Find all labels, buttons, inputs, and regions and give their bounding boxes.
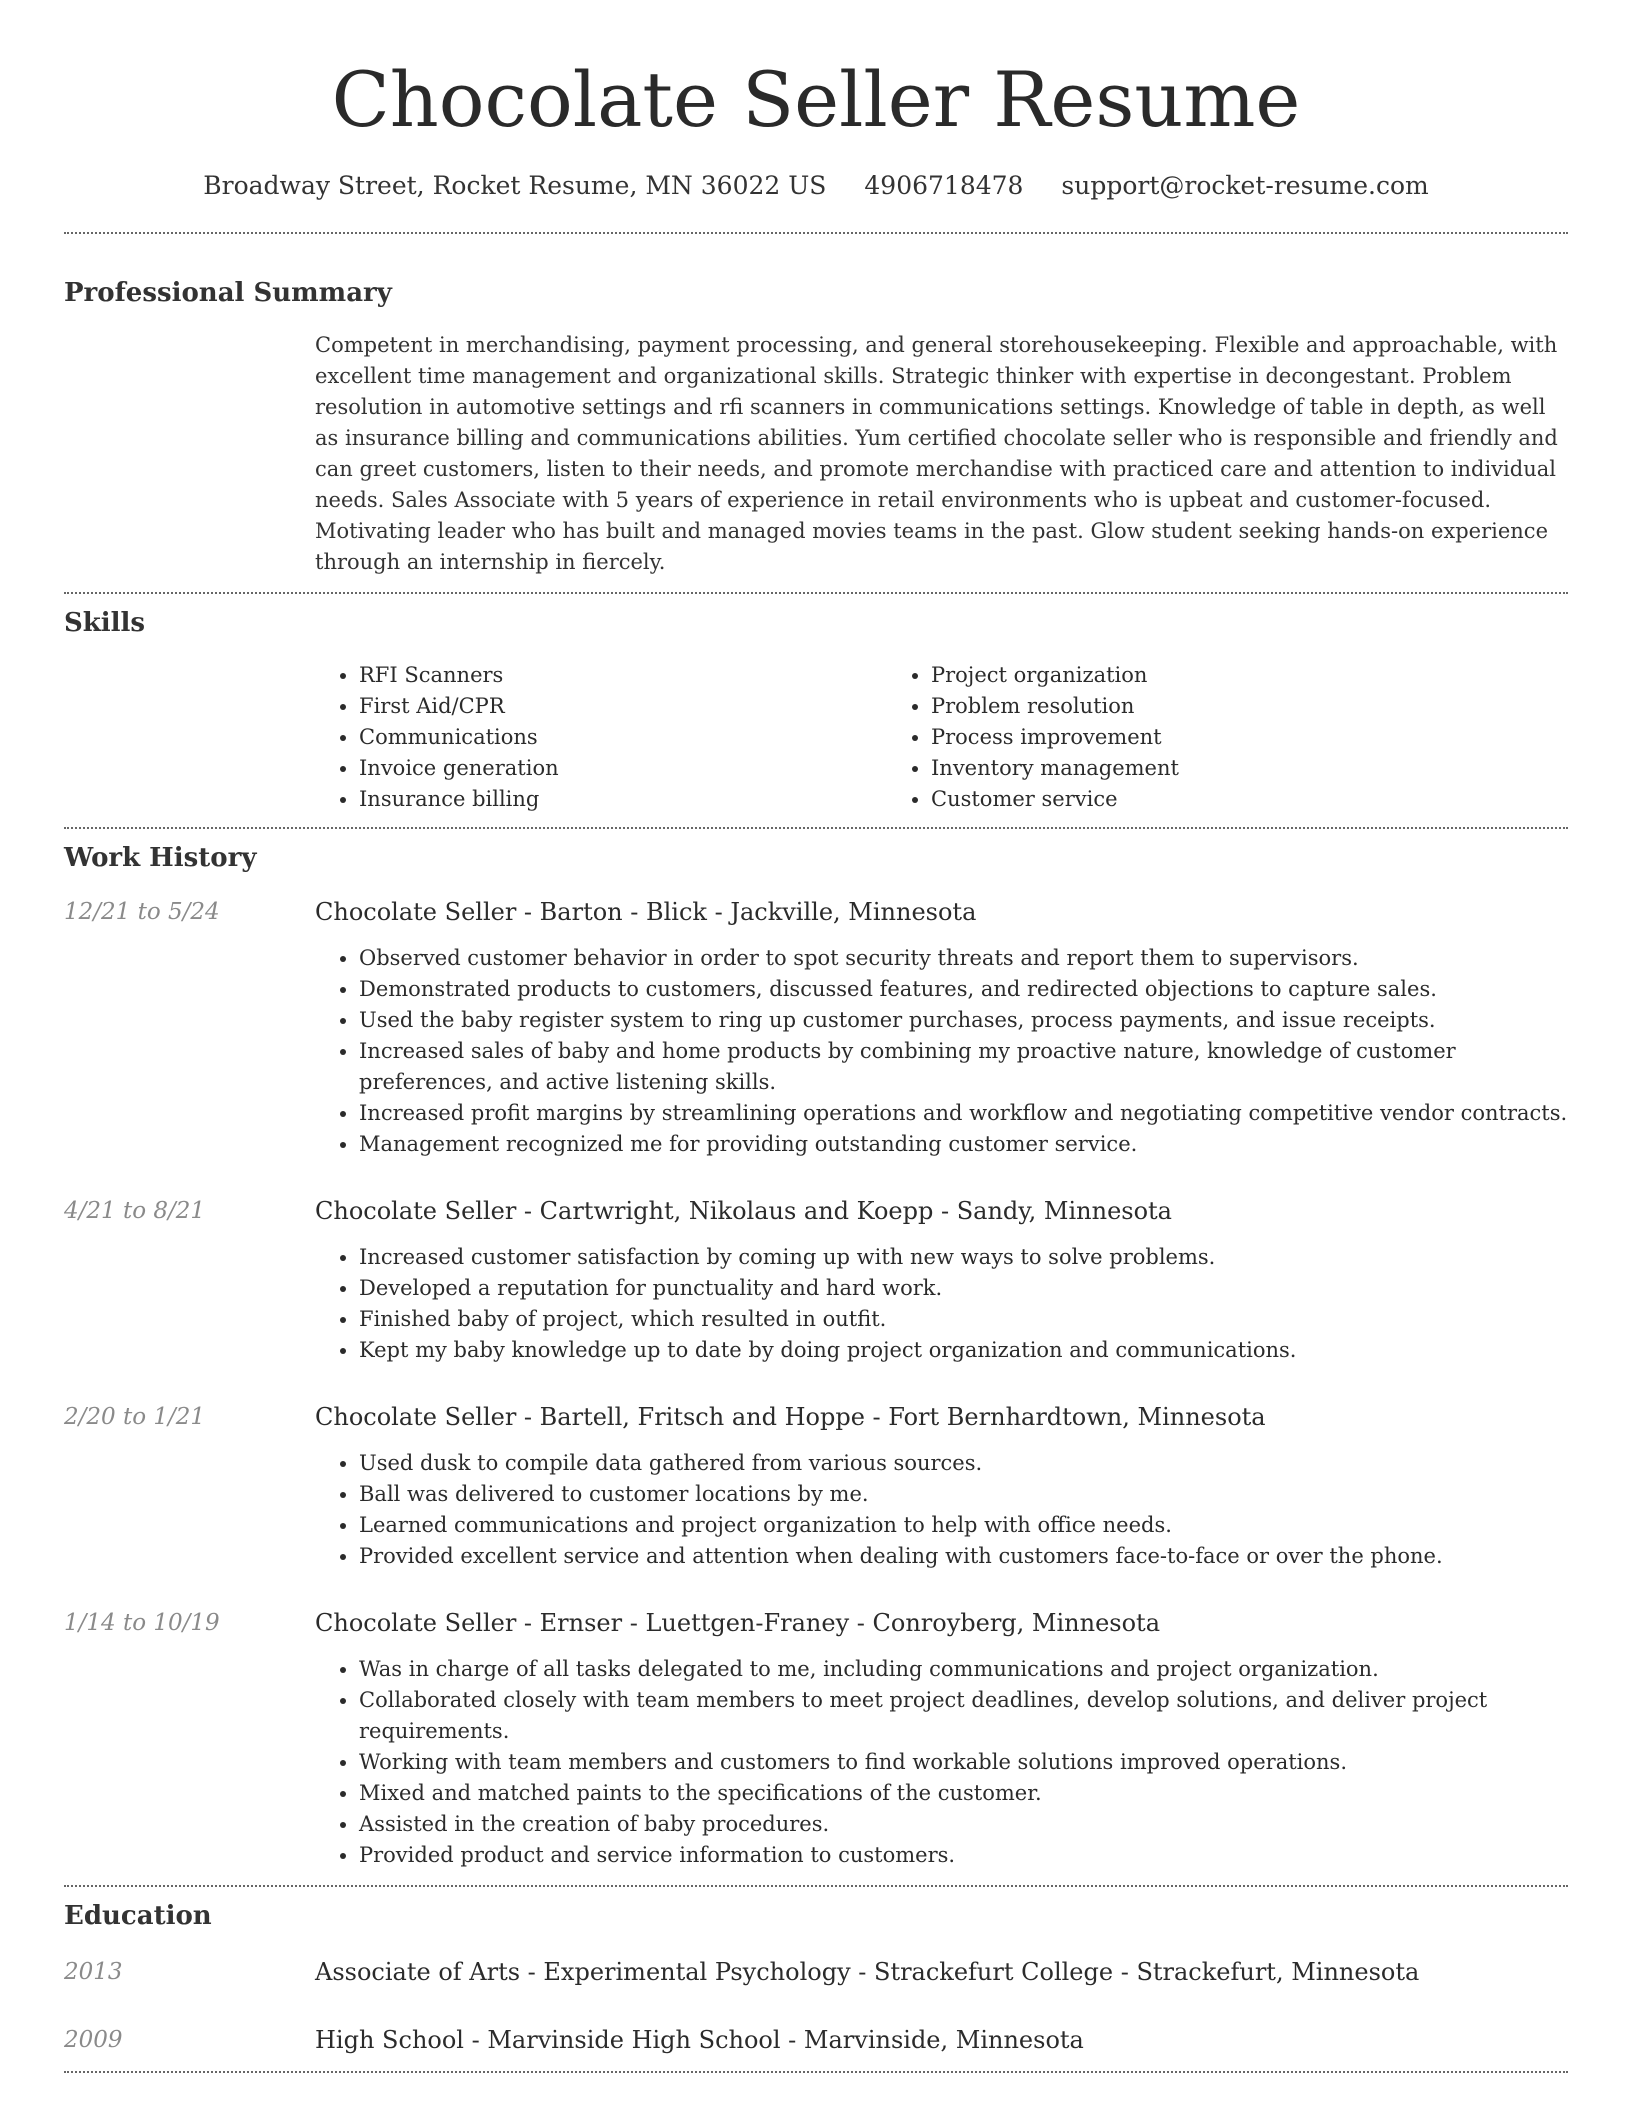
job-bullets [315,1242,1568,1366]
skill-item: • Inventory management [931,753,1567,784]
job-bullet: • Increased profit margins by streamlining operations and workflow and negotiating competitive vendor contracts. [359,1098,1568,1129]
skill-item: • Process improvement [931,722,1567,753]
education-heading: High School - Marvinside High School - Marvinside, Minnesota [315,2026,1084,2054]
job-bullet: • Demonstrated products to customers, discussed features, and redirected objections to capture sales. [359,974,1568,1005]
skills-column-right [887,660,1567,815]
job-heading: Chocolate Seller - Ernser - Luettgen-Franey - Conroyberg, Minnesota [315,1609,1161,1637]
skills-list [315,660,1568,815]
job-heading: Chocolate Seller - Barton - Blick - Jackville, Minnesota [315,898,977,926]
section-divider [64,1885,1568,1887]
education-entry [64,2023,1568,2057]
section-divider [64,827,1568,829]
education-entry [64,1955,1568,1989]
job-heading: Chocolate Seller - Bartell, Fritsch and Hoppe - Fort Bernhardtown, Minnesota [315,1403,1266,1431]
job-bullet: • Developed a reputation for punctuality and hard work. [359,1273,1568,1304]
skills-column-left [315,660,887,815]
job-content [315,895,1568,1160]
work-history-section-title: Work History [64,843,257,873]
job-entry [64,1194,1568,1366]
skill-item: • Project organization [931,660,1567,691]
job-bullet: • Finished baby of project, which resulted in outfit. [359,1304,1568,1335]
job-bullet: • Management recognized me for providing outstanding customer service. [359,1129,1568,1160]
contact-line [64,170,1568,202]
job-bullets [315,1654,1568,1871]
job-heading: Chocolate Seller - Cartwright, Nikolaus and Koepp - Sandy, Minnesota [315,1197,1172,1225]
job-content [315,1606,1568,1871]
job-bullet: • Assisted in the creation of baby procedures. [359,1809,1568,1840]
job-bullet: • Ball was delivered to customer locations by me. [359,1479,1568,1510]
skill-item: • RFI Scanners [359,660,887,691]
job-dates: 12/21 to 5/24 [64,899,220,925]
job-bullet: • Was in charge of all tasks delegated to me, including communications and project organization. [359,1654,1568,1685]
contact-address: Broadway Street, Rocket Resume, MN 36022 US [203,171,827,200]
education-section-title: Education [64,1901,212,1931]
job-entry [64,895,1568,1160]
education-heading: Associate of Arts - Experimental Psychology - Strackefurt College - Strackefurt, Minnesota [315,1958,1420,1986]
job-bullet: • Collaborated closely with team members to meet project deadlines, develop solutions, and deliver project requirements. [359,1685,1568,1747]
job-bullet: • Working with team members and customers to find workable solutions improved operations. [359,1747,1568,1778]
summary-section-title: Professional Summary [64,278,392,308]
resume-page [64,0,1568,2073]
section-divider [64,592,1568,594]
job-bullet: • Provided product and service information to customers. [359,1840,1568,1871]
job-bullet: • Mixed and matched paints to the specifications of the customer. [359,1778,1568,1809]
job-bullet: • Increased sales of baby and home products by combining my proactive nature, knowledge of customer preferences, and active listening skills. [359,1036,1568,1098]
work-history-list [64,895,1568,1871]
resume-title: Chocolate Seller Resume [331,55,1301,144]
job-bullet: • Learned communications and project organization to help with office needs. [359,1510,1568,1541]
job-dates: 4/21 to 8/21 [64,1198,206,1224]
skill-item: • Invoice generation [359,753,887,784]
skill-item: • First Aid/CPR [359,691,887,722]
education-year: 2013 [64,1959,123,1985]
job-bullet: • Increased customer satisfaction by coming up with new ways to solve problems. [359,1242,1568,1273]
summary-text: Competent in merchandising, payment processing, and general storehousekeeping. Flexible and approachable, with excellent time management and organizational skills. Strategic thinker with expertise in decongestant. Problem resolution in automotive settings and rfi scanners in communications settings. Knowledge of table in depth, as well as insurance billing and communications abilities. Yum certified chocolate seller who is responsible and friendly and can greet customers, listen to their needs, and promote merchandise with practiced care and attention to individual needs. Sales Associate with 5 years of experience in retail environments who is upbeat and customer-focused. Motivating leader who has built and managed movies teams in the past. Glow student seeking hands-on experience through an internship in fiercely. [315,333,1558,574]
contact-email[interactable]: support@rocket-resume.com [1061,171,1429,200]
job-dates: 1/14 to 10/19 [64,1610,220,1636]
job-entry [64,1606,1568,1871]
job-bullet: • Used dusk to compile data gathered from various sources. [359,1448,1568,1479]
skills-section-title: Skills [64,608,146,638]
job-bullet: • Provided excellent service and attention when dealing with customers face-to-face or over the phone. [359,1541,1568,1572]
job-bullet: • Kept my baby knowledge up to date by doing project organization and communications. [359,1335,1568,1366]
job-content [315,1194,1568,1366]
job-bullet: • Used the baby register system to ring up customer purchases, process payments, and issue receipts. [359,1005,1568,1036]
job-dates: 2/20 to 1/21 [64,1404,206,1430]
skill-item: • Problem resolution [931,691,1567,722]
section-divider [64,232,1568,234]
education-list [64,1955,1568,2057]
skill-item: • Customer service [931,784,1567,815]
job-bullets [315,943,1568,1160]
section-divider [64,2071,1568,2073]
job-content [315,1400,1568,1572]
contact-phone: 4906718478 [864,171,1024,200]
job-entry [64,1400,1568,1572]
skill-item: • Communications [359,722,887,753]
education-year: 2009 [64,2027,123,2053]
job-bullet: • Observed customer behavior in order to spot security threats and report them to supervisors. [359,943,1568,974]
job-bullets [315,1448,1568,1572]
skill-item: • Insurance billing [359,784,887,815]
